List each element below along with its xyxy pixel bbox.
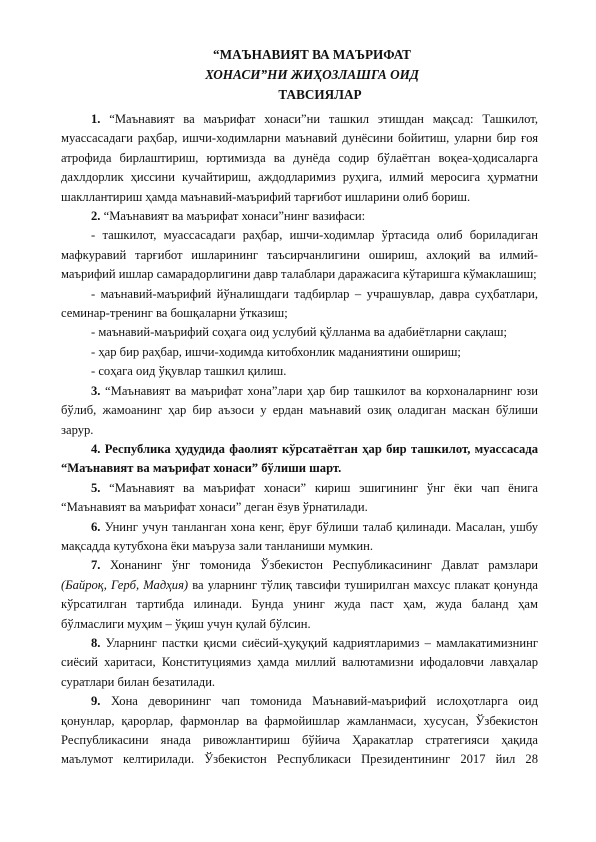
- paragraph-text: Хона деворининг чап томонида Маънавий-маърифий ислоҳотларга оид қонунлар, қарорлар, фармонлар ва фармойишлар жамланмаси, хусусан, Ўзбекистон Республикасини янада ривожлантириш бўйича Ҳаракатлар стратегияси ҳақида маълумот келтирилади. Ўзбекистон Республикаси Президентининг 2017 йил 28: [61, 694, 538, 767]
- list-item: - соҳага оид ўқувлар ташкил қилиш.: [91, 364, 287, 379]
- paragraph-number: 7.: [91, 558, 101, 573]
- page-title-line-2: ХОНАСИ”НИ ЖИҲОЗЛАШГА ОИД: [205, 67, 419, 82]
- paragraph-number: 1.: [91, 112, 101, 126]
- page-title-line-1: “МАЪНАВИЯТ ВА МАЪРИФАТ: [213, 47, 411, 62]
- paragraph-number: 8.: [91, 635, 101, 650]
- paragraph-8: [61, 634, 538, 692]
- paragraph-number: 4.: [91, 441, 101, 456]
- paragraph-number: 6.: [91, 519, 101, 534]
- paragraph-4: [61, 440, 538, 479]
- paragraph-2: [61, 207, 538, 226]
- paragraph-number: 9.: [91, 694, 101, 709]
- paragraph-number: 5.: [91, 480, 101, 495]
- paragraph-text: Хонанинг ўнг томонида Ўзбекистон Республикасининг Давлат рамзлари: [100, 558, 538, 573]
- document-body: [61, 110, 538, 770]
- state-symbols-note: (Байроқ, Герб, Мадҳия): [61, 577, 189, 592]
- paragraph-text: ва уларнинг тўлиқ тавсифи туширилган махсус плакат қонунда кўрсатилган тартибда илинади. Бунда унинг жуда паст ҳам, жуда баланд ҳам бўлмаслиги муҳим – ўқиш учун қулай бўлсин.: [61, 577, 538, 631]
- list-item: - маънавий-маърифий соҳага оид услубий қўлланма ва адабиётларни сақлаш;: [91, 325, 507, 340]
- paragraph-text: Республика ҳудудида фаолият кўрсатаётган ҳар бир ташкилот, муассасада “Маънавият ва маърифат хонаси” бўлиши шарт.: [61, 441, 538, 476]
- paragraph-text: Уларнинг пастки қисми сиёсий-ҳуқуқий кадриятларимиз – мамлакатимизнинг сиёсий харитаси, Конституциямиз ҳамда миллий валютамизни ифодаловчи лавҳалар суратлари билан безатилади.: [61, 635, 538, 689]
- paragraph-text: “Маънавият ва маърифат хонаси”ни ташкил этишдан мақсад: Ташкилот, муассасадаги раҳбар, ишчи-ходимларни маънавий дунёсини бойитиш, уларни бир ғоя атрофида бирлаштириш, юртимизда ва дунёда содир бўлаётган воқеа-ҳодисаларга дахлдорлик ҳиссини кучайтириш, аждодларимиз руҳига, илмий меросига ҳурматни шакллантириш ҳамда маънавий-маърифий тарғибот ишларини олиб бориш.: [61, 112, 538, 204]
- paragraph-text: “Маънавият ва маърифат хонаси” кириш эшигининг ўнг ёки чап ёнига “Маънавият ва маърифат хонаси” деган ёзув ўрнатилади.: [61, 480, 538, 515]
- paragraph-3: [61, 382, 538, 440]
- list-item: - ташкилот, муассасадаги раҳбар, ишчи-ходимлар ўртасида олиб бориладиган мафкуравий тарғибот ишларининг таъсирчанлигини ошириш, ахлоқий ва илмий-маърифий ишлар самарадорлигини давр талаблари даражасига кўтаришга кўмаклашиш;: [61, 228, 538, 282]
- paragraph-7: [61, 556, 538, 634]
- paragraph-number: 3.: [91, 383, 101, 398]
- paragraph-9: [61, 692, 538, 770]
- paragraph-6: [61, 518, 538, 557]
- paragraph-number: 2.: [91, 209, 101, 224]
- page-title-line-3: ТАВСИЯЛАР: [278, 87, 362, 102]
- paragraph-text: “Маънавият ва маърифат хонаси”нинг вазифаси:: [100, 209, 366, 224]
- list-item: - маънавий-маърифий йўналишдаги тадбирлар – учрашувлар, давра суҳбатлари, семинар-тренинг ва бошқаларни ўтказиш;: [61, 286, 538, 321]
- list-item: - ҳар бир раҳбар, ишчи-ходимда китобхонлик маданиятини ошириш;: [91, 344, 461, 359]
- paragraph-5: [61, 479, 538, 518]
- paragraph-text: “Маънавият ва маърифат хона”лари ҳар бир ташкилот ва корхоналарнинг юзи бўлиб, жамоанинг ҳар бир аъзоси у ердан маънавий озиқ оладиган маскан бўлиши зарур.: [61, 383, 538, 437]
- paragraph-1: [61, 110, 538, 207]
- paragraph-text: Унинг учун танланган хона кенг, ёруғ бўлиши талаб қилинади. Масалан, ушбу мақсадда кутубхона ёки маъруза зали танланиши мумкин.: [61, 519, 538, 553]
